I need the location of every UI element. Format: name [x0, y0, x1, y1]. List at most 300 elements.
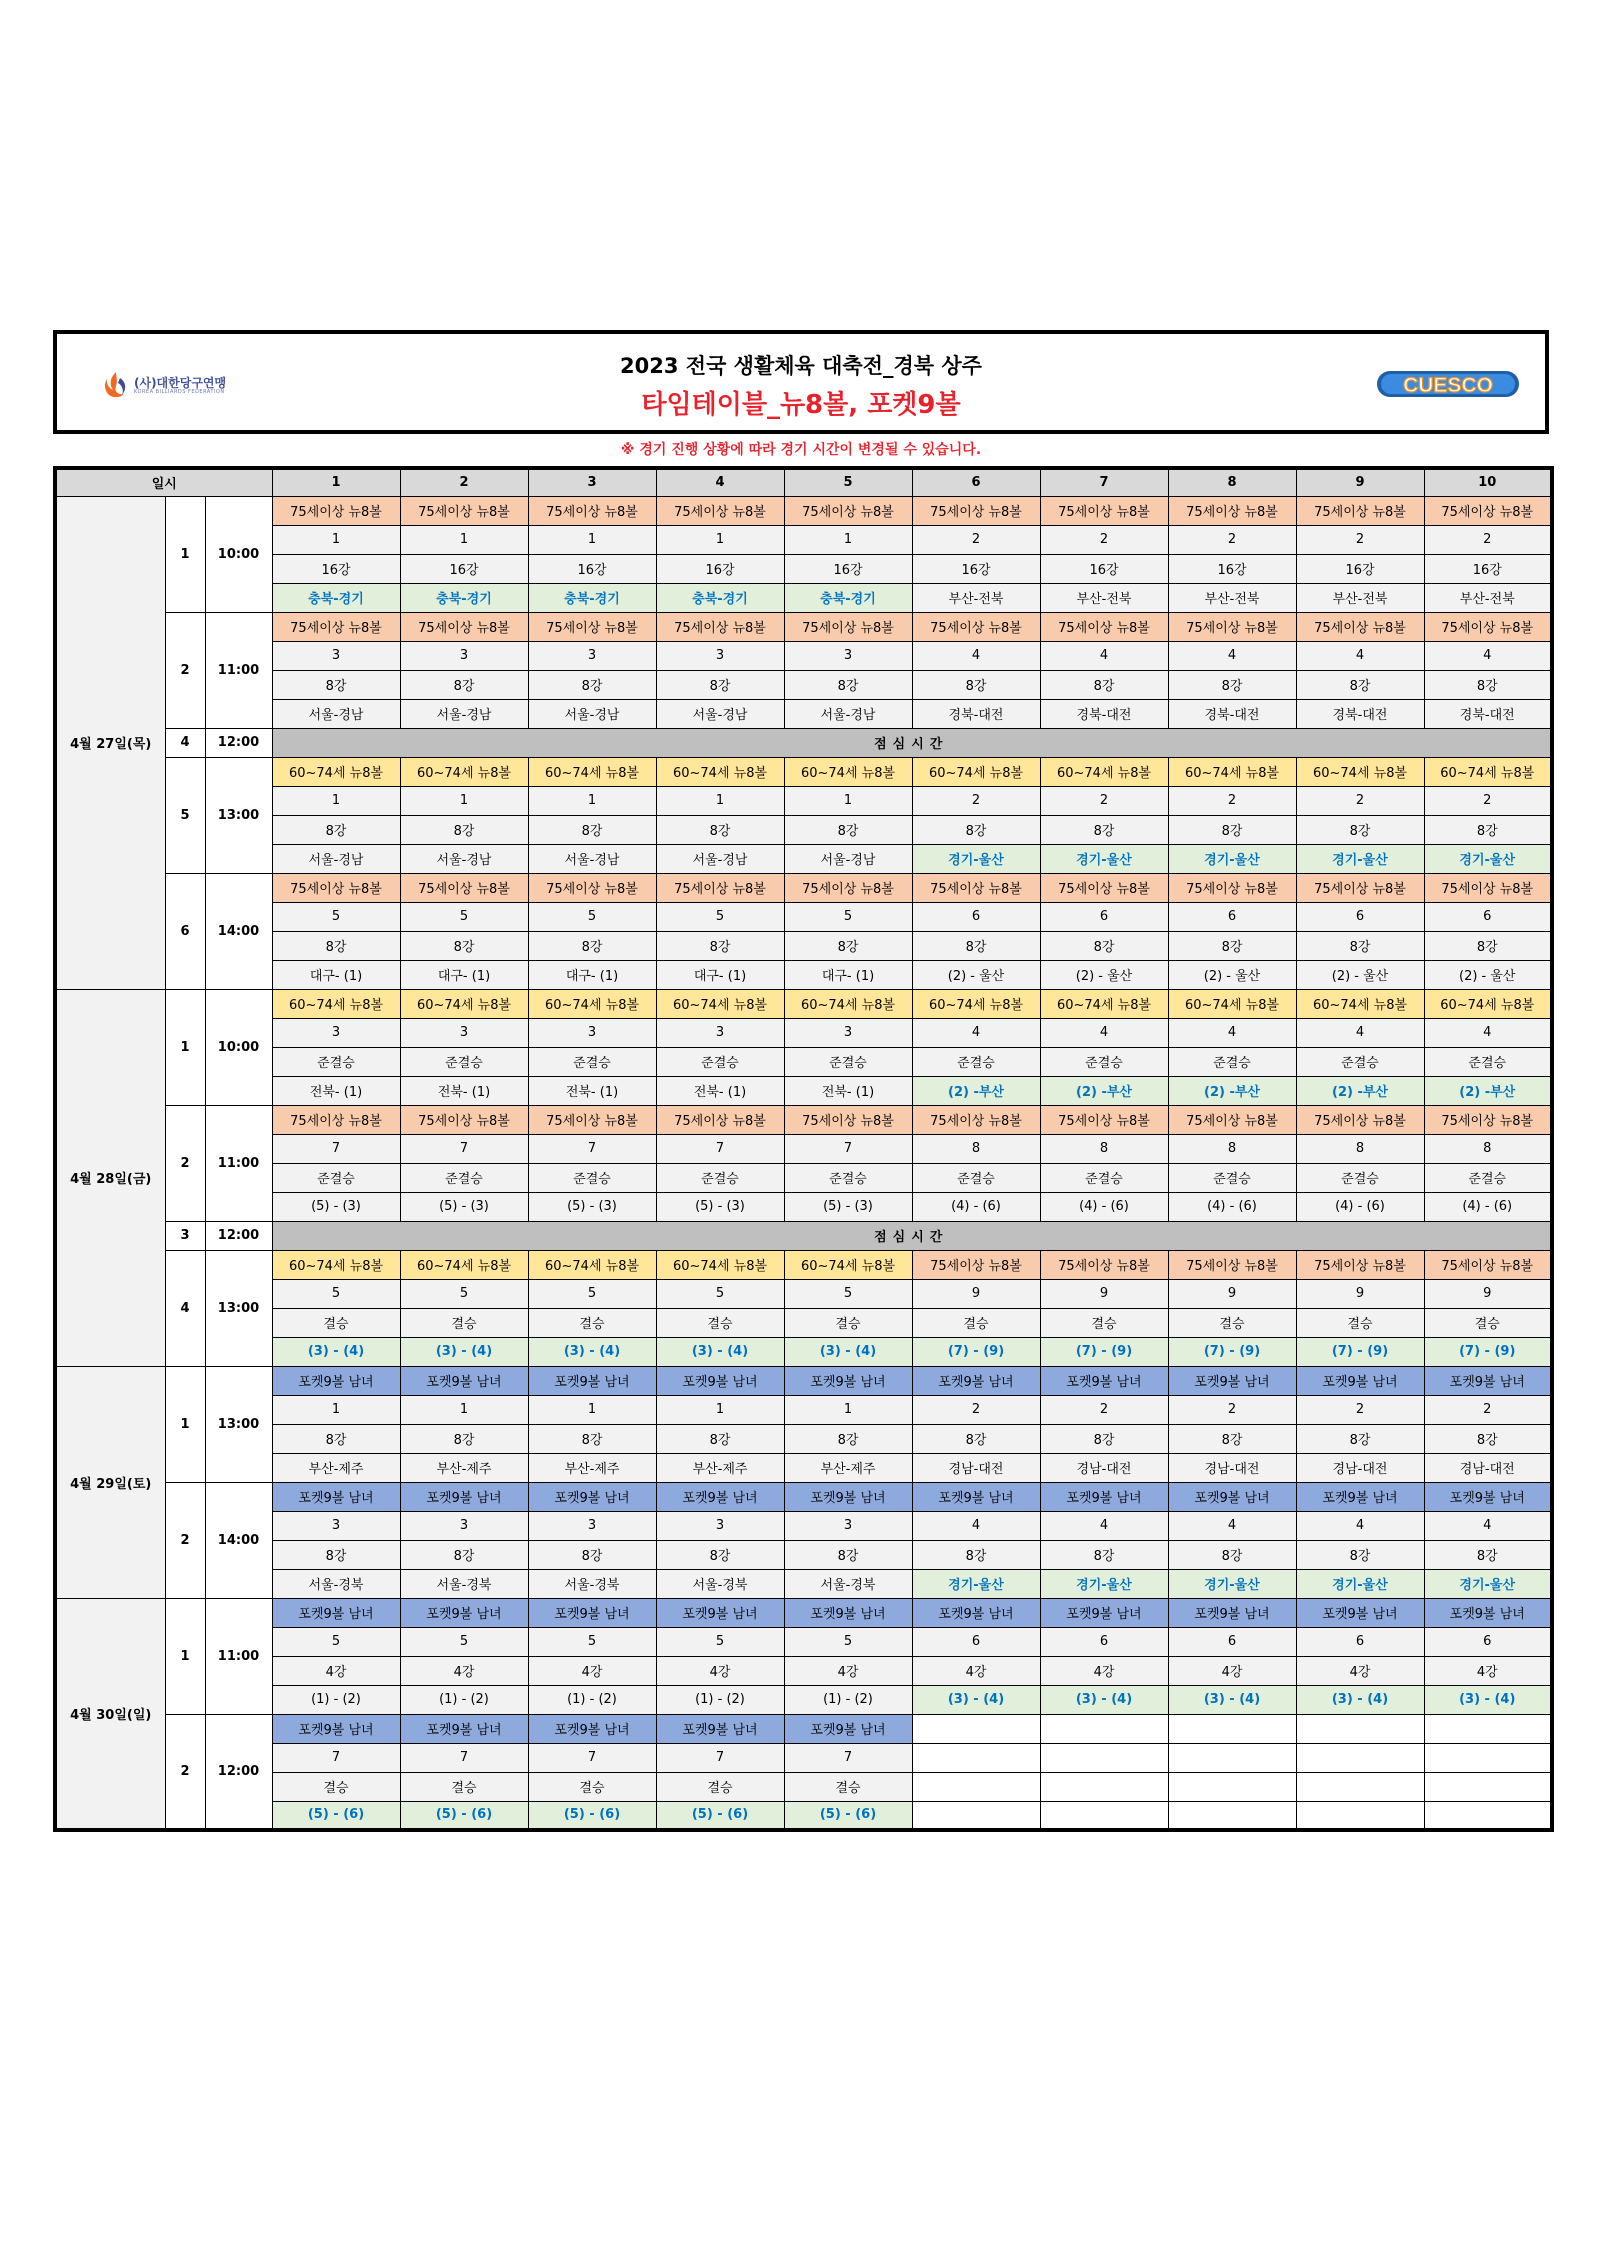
match-number: 1 [400, 1395, 528, 1424]
event-name: 75세이상 뉴8볼 [1040, 496, 1168, 525]
table-row [55, 1801, 1552, 1830]
match-round: 8강 [272, 1424, 400, 1453]
match-number: 9 [912, 1279, 1040, 1308]
match-teams: 대구- (1) [528, 960, 656, 989]
table-row [55, 1018, 1552, 1047]
match-teams: 충북-경기 [784, 583, 912, 612]
event-name: 포켓9볼 남녀 [528, 1482, 656, 1511]
match-teams: 대구- (1) [784, 960, 912, 989]
event-name: 75세이상 뉴8볼 [528, 612, 656, 641]
table-row [55, 815, 1552, 844]
event-name: 포켓9볼 남녀 [272, 1366, 400, 1395]
match-number: 2 [1168, 786, 1296, 815]
event-name: 75세이상 뉴8볼 [1424, 1250, 1552, 1279]
match-number: 1 [400, 525, 528, 554]
event-name: 포켓9볼 남녀 [400, 1366, 528, 1395]
match-teams: 경기-울산 [912, 1569, 1040, 1598]
match-round: 준결승 [1040, 1047, 1168, 1076]
event-name: 75세이상 뉴8볼 [1040, 612, 1168, 641]
header-table-8: 8 [1168, 468, 1296, 496]
event-name: 60~74세 뉴8볼 [784, 757, 912, 786]
match-round: 16강 [1040, 554, 1168, 583]
match-round: 8강 [656, 670, 784, 699]
match-teams: (3) - (4) [656, 1337, 784, 1366]
event-name: 75세이상 뉴8볼 [400, 612, 528, 641]
match-number: 1 [784, 786, 912, 815]
match-number: 5 [400, 1279, 528, 1308]
table-row [55, 1366, 1552, 1395]
match-teams: 대구- (1) [400, 960, 528, 989]
match-round: 16강 [1424, 554, 1552, 583]
event-name: 60~74세 뉴8볼 [912, 757, 1040, 786]
match-number: 4 [1040, 641, 1168, 670]
match-number: 6 [1296, 902, 1424, 931]
match-teams: 경기-울산 [1168, 1569, 1296, 1598]
match-teams: (1) - (2) [784, 1685, 912, 1714]
match-teams: (1) - (2) [528, 1685, 656, 1714]
event-name: 60~74세 뉴8볼 [1296, 757, 1424, 786]
match-round: 8강 [1168, 670, 1296, 699]
slot-number: 1 [165, 496, 205, 612]
slot-number: 1 [165, 989, 205, 1105]
match-round: 결승 [656, 1308, 784, 1337]
event-name: 60~74세 뉴8볼 [912, 989, 1040, 1018]
match-round: 8강 [656, 1540, 784, 1569]
match-teams: (2) - 울산 [912, 960, 1040, 989]
table-row [55, 612, 1552, 641]
match-number: 5 [784, 1627, 912, 1656]
empty-cell [1296, 1714, 1424, 1743]
table-row [55, 1511, 1552, 1540]
match-number: 4 [1168, 1511, 1296, 1540]
match-round: 결승 [784, 1308, 912, 1337]
event-name: 60~74세 뉴8볼 [1168, 757, 1296, 786]
match-round: 4강 [400, 1656, 528, 1685]
event-name: 75세이상 뉴8볼 [656, 496, 784, 525]
empty-cell [912, 1714, 1040, 1743]
event-name: 75세이상 뉴8볼 [784, 612, 912, 641]
match-number: 8 [1296, 1134, 1424, 1163]
match-teams: 경남-대전 [1040, 1453, 1168, 1482]
match-teams: (3) - (4) [1424, 1685, 1552, 1714]
event-name: 75세이상 뉴8볼 [1296, 1250, 1424, 1279]
day-label: 4월 28일(금) [55, 989, 165, 1366]
slot-time: 10:00 [205, 989, 272, 1105]
match-round: 결승 [272, 1308, 400, 1337]
federation-logo-subtext: KOREA BILLIARDS FEDERATION [134, 389, 225, 395]
match-teams: 경북-대전 [1424, 699, 1552, 728]
event-name: 75세이상 뉴8볼 [784, 873, 912, 902]
match-teams: 서울-경남 [656, 844, 784, 873]
event-name: 포켓9볼 남녀 [656, 1714, 784, 1743]
match-teams: (2) - 울산 [1168, 960, 1296, 989]
match-round: 준결승 [656, 1047, 784, 1076]
table-row [55, 641, 1552, 670]
event-name: 포켓9볼 남녀 [528, 1366, 656, 1395]
table-header-row [55, 468, 1552, 496]
match-number: 6 [1424, 1627, 1552, 1656]
event-name: 75세이상 뉴8볼 [1040, 873, 1168, 902]
match-round: 8강 [1296, 931, 1424, 960]
event-name: 포켓9볼 남녀 [400, 1714, 528, 1743]
table-row [55, 1134, 1552, 1163]
match-round: 8강 [912, 670, 1040, 699]
match-teams: 서울-경북 [528, 1569, 656, 1598]
match-teams: (2) -부산 [912, 1076, 1040, 1105]
match-number: 7 [528, 1743, 656, 1772]
match-round: 16강 [400, 554, 528, 583]
event-name: 포켓9볼 남녀 [912, 1366, 1040, 1395]
event-name: 75세이상 뉴8볼 [784, 496, 912, 525]
match-round: 8강 [400, 670, 528, 699]
match-number: 5 [400, 902, 528, 931]
event-name: 포켓9볼 남녀 [912, 1598, 1040, 1627]
match-number: 8 [1424, 1134, 1552, 1163]
match-number: 5 [272, 902, 400, 931]
table-row [55, 1424, 1552, 1453]
header-table-2: 2 [400, 468, 528, 496]
match-number: 1 [272, 786, 400, 815]
match-round: 준결승 [272, 1047, 400, 1076]
match-round: 8강 [1040, 815, 1168, 844]
match-teams: 전북- (1) [400, 1076, 528, 1105]
match-round: 준결승 [1296, 1163, 1424, 1192]
table-row [55, 873, 1552, 902]
event-name: 75세이상 뉴8볼 [784, 1105, 912, 1134]
match-number: 5 [656, 1627, 784, 1656]
match-teams: (5) - (6) [656, 1801, 784, 1830]
match-number: 4 [1168, 1018, 1296, 1047]
event-name: 75세이상 뉴8볼 [400, 1105, 528, 1134]
match-teams: 부산-전북 [1424, 583, 1552, 612]
match-number: 5 [528, 1279, 656, 1308]
match-teams: 경기-울산 [1168, 844, 1296, 873]
event-name: 60~74세 뉴8볼 [528, 757, 656, 786]
match-round: 결승 [656, 1772, 784, 1801]
match-number: 3 [656, 1511, 784, 1540]
match-teams: (2) -부산 [1296, 1076, 1424, 1105]
day-label: 4월 27일(목) [55, 496, 165, 989]
match-teams: 경기-울산 [1040, 844, 1168, 873]
match-number: 3 [528, 1511, 656, 1540]
match-round: 8강 [912, 815, 1040, 844]
match-teams: 경남-대전 [1168, 1453, 1296, 1482]
match-round: 8강 [1424, 931, 1552, 960]
table-row [55, 1627, 1552, 1656]
match-teams: 경기-울산 [912, 844, 1040, 873]
match-teams: 부산-제주 [656, 1453, 784, 1482]
match-number: 1 [656, 1395, 784, 1424]
empty-cell [912, 1743, 1040, 1772]
match-teams: 서울-경남 [400, 844, 528, 873]
day-label: 4월 29일(토) [55, 1366, 165, 1598]
match-teams: 부산-전북 [1168, 583, 1296, 612]
slot-number: 2 [165, 1714, 205, 1830]
match-number: 1 [528, 525, 656, 554]
match-number: 9 [1040, 1279, 1168, 1308]
match-round: 8강 [1424, 1424, 1552, 1453]
match-round: 8강 [1296, 1424, 1424, 1453]
match-round: 준결승 [1424, 1047, 1552, 1076]
match-round: 8강 [656, 815, 784, 844]
match-teams: 대구- (1) [656, 960, 784, 989]
match-teams: 경기-울산 [1296, 844, 1424, 873]
match-round: 4강 [272, 1656, 400, 1685]
match-round: 8강 [784, 815, 912, 844]
empty-cell [1168, 1801, 1296, 1830]
match-teams: 충북-경기 [272, 583, 400, 612]
event-name: 60~74세 뉴8볼 [1424, 989, 1552, 1018]
match-round: 4강 [1424, 1656, 1552, 1685]
match-round: 8강 [1040, 670, 1168, 699]
match-teams: (4) - (6) [1040, 1192, 1168, 1221]
match-number: 1 [784, 525, 912, 554]
page-title: 2023 전국 생활체육 대축전_경북 상주 [620, 354, 982, 378]
match-number: 6 [1424, 902, 1552, 931]
slot-number: 4 [165, 1250, 205, 1366]
match-teams: 경기-울산 [1424, 844, 1552, 873]
slot-number: 3 [165, 1221, 205, 1250]
match-teams: (4) - (6) [912, 1192, 1040, 1221]
match-teams: (3) - (4) [1296, 1685, 1424, 1714]
match-number: 2 [912, 786, 1040, 815]
event-name: 60~74세 뉴8볼 [400, 989, 528, 1018]
event-name: 60~74세 뉴8볼 [528, 989, 656, 1018]
match-number: 7 [400, 1134, 528, 1163]
slot-time: 14:00 [205, 1482, 272, 1598]
slot-time: 13:00 [205, 757, 272, 873]
match-round: 8강 [1040, 931, 1168, 960]
match-teams: (7) - (9) [1424, 1337, 1552, 1366]
match-round: 8강 [528, 1540, 656, 1569]
event-name: 포켓9볼 남녀 [1296, 1598, 1424, 1627]
event-name: 75세이상 뉴8볼 [1168, 1105, 1296, 1134]
match-number: 1 [784, 1395, 912, 1424]
match-number: 3 [528, 1018, 656, 1047]
match-number: 7 [784, 1743, 912, 1772]
match-teams: 대구- (1) [272, 960, 400, 989]
match-round: 준결승 [784, 1047, 912, 1076]
table-row [55, 554, 1552, 583]
match-number: 4 [912, 641, 1040, 670]
match-round: 결승 [400, 1308, 528, 1337]
cuesco-logo [1375, 367, 1521, 401]
match-teams: 경남-대전 [1424, 1453, 1552, 1482]
match-teams: 서울-경북 [784, 1569, 912, 1598]
event-name: 포켓9볼 남녀 [656, 1482, 784, 1511]
table-row [55, 1047, 1552, 1076]
table-row [55, 1714, 1552, 1743]
match-number: 1 [528, 786, 656, 815]
match-round: 결승 [784, 1772, 912, 1801]
slot-time: 10:00 [205, 496, 272, 612]
match-round: 준결승 [400, 1047, 528, 1076]
match-teams: (2) -부산 [1424, 1076, 1552, 1105]
slot-time: 11:00 [205, 612, 272, 728]
table-row [55, 931, 1552, 960]
match-number: 8 [1040, 1134, 1168, 1163]
event-name: 75세이상 뉴8볼 [912, 1105, 1040, 1134]
empty-cell [1168, 1743, 1296, 1772]
match-teams: 경남-대전 [912, 1453, 1040, 1482]
match-round: 결승 [1040, 1308, 1168, 1337]
match-number: 4 [1424, 641, 1552, 670]
match-teams: (3) - (4) [400, 1337, 528, 1366]
match-teams: (2) -부산 [1168, 1076, 1296, 1105]
match-number: 3 [784, 641, 912, 670]
slot-time: 12:00 [205, 1714, 272, 1830]
match-round: 결승 [1168, 1308, 1296, 1337]
event-name: 75세이상 뉴8볼 [1168, 873, 1296, 902]
match-teams: (5) - (3) [400, 1192, 528, 1221]
header-table-3: 3 [528, 468, 656, 496]
event-name: 60~74세 뉴8볼 [272, 757, 400, 786]
table-row [55, 1076, 1552, 1105]
table-row [55, 1656, 1552, 1685]
table-row [55, 989, 1552, 1018]
match-teams: (7) - (9) [1168, 1337, 1296, 1366]
event-name: 60~74세 뉴8볼 [656, 1250, 784, 1279]
match-round: 16강 [528, 554, 656, 583]
match-teams: (1) - (2) [400, 1685, 528, 1714]
match-teams: 경북-대전 [912, 699, 1040, 728]
empty-cell [1424, 1743, 1552, 1772]
empty-cell [912, 1772, 1040, 1801]
match-round: 4강 [1168, 1656, 1296, 1685]
match-teams: 부산-제주 [528, 1453, 656, 1482]
match-round: 8강 [1296, 815, 1424, 844]
match-round: 준결승 [1424, 1163, 1552, 1192]
empty-cell [1040, 1772, 1168, 1801]
match-number: 3 [272, 1018, 400, 1047]
match-number: 7 [784, 1134, 912, 1163]
match-teams: (7) - (9) [912, 1337, 1040, 1366]
match-teams: 서울-경남 [272, 844, 400, 873]
match-round: 8강 [400, 815, 528, 844]
event-name: 포켓9볼 남녀 [1040, 1598, 1168, 1627]
match-teams: (1) - (2) [272, 1685, 400, 1714]
match-number: 2 [912, 1395, 1040, 1424]
match-round: 8강 [784, 931, 912, 960]
match-number: 7 [272, 1134, 400, 1163]
match-number: 8 [1168, 1134, 1296, 1163]
event-name: 포켓9볼 남녀 [272, 1482, 400, 1511]
table-row [55, 525, 1552, 554]
slot-time: 11:00 [205, 1598, 272, 1714]
match-teams: (4) - (6) [1296, 1192, 1424, 1221]
match-round: 8강 [528, 815, 656, 844]
match-number: 5 [784, 1279, 912, 1308]
match-number: 7 [656, 1743, 784, 1772]
match-teams: (3) - (4) [528, 1337, 656, 1366]
event-name: 75세이상 뉴8볼 [656, 1105, 784, 1134]
match-teams: (2) - 울산 [1424, 960, 1552, 989]
match-round: 8강 [1168, 931, 1296, 960]
match-round: 결승 [528, 1308, 656, 1337]
table-row [55, 1482, 1552, 1511]
event-name: 포켓9볼 남녀 [656, 1366, 784, 1395]
table-row [55, 1569, 1552, 1598]
match-round: 결승 [400, 1772, 528, 1801]
empty-cell [1296, 1801, 1424, 1830]
match-teams: 경북-대전 [1040, 699, 1168, 728]
match-number: 3 [656, 641, 784, 670]
empty-cell [1296, 1743, 1424, 1772]
match-teams: (2) - 울산 [1296, 960, 1424, 989]
match-teams: (1) - (2) [656, 1685, 784, 1714]
match-number: 3 [400, 641, 528, 670]
match-teams: 부산-제주 [784, 1453, 912, 1482]
match-number: 5 [656, 1279, 784, 1308]
match-round: 8강 [1296, 670, 1424, 699]
event-name: 포켓9볼 남녀 [1040, 1366, 1168, 1395]
event-name: 75세이상 뉴8볼 [272, 612, 400, 641]
match-round: 8강 [1168, 1540, 1296, 1569]
match-number: 1 [656, 786, 784, 815]
slot-time: 14:00 [205, 873, 272, 989]
empty-cell [1296, 1772, 1424, 1801]
match-round: 4강 [784, 1656, 912, 1685]
event-name: 포켓9볼 남녀 [784, 1366, 912, 1395]
slot-number: 1 [165, 1598, 205, 1714]
match-number: 7 [272, 1743, 400, 1772]
match-number: 4 [912, 1511, 1040, 1540]
match-round: 8강 [656, 931, 784, 960]
event-name: 75세이상 뉴8볼 [1296, 496, 1424, 525]
match-round: 8강 [400, 931, 528, 960]
slot-time: 12:00 [205, 1221, 272, 1250]
match-number: 1 [528, 1395, 656, 1424]
match-round: 결승 [272, 1772, 400, 1801]
match-teams: (2) -부산 [1040, 1076, 1168, 1105]
match-teams: (5) - (3) [784, 1192, 912, 1221]
empty-cell [1040, 1714, 1168, 1743]
match-round: 준결승 [400, 1163, 528, 1192]
match-round: 8강 [1424, 670, 1552, 699]
match-number: 7 [656, 1134, 784, 1163]
event-name: 75세이상 뉴8볼 [1424, 496, 1552, 525]
timetable [53, 466, 1554, 1832]
event-name: 75세이상 뉴8볼 [272, 496, 400, 525]
event-name: 포켓9볼 남녀 [272, 1598, 400, 1627]
match-teams: 충북-경기 [528, 583, 656, 612]
empty-cell [1168, 1714, 1296, 1743]
match-round: 8강 [272, 670, 400, 699]
table-row [55, 1337, 1552, 1366]
match-round: 8강 [1424, 1540, 1552, 1569]
slot-number: 4 [165, 728, 205, 757]
table-row [55, 757, 1552, 786]
match-teams: (5) - (3) [272, 1192, 400, 1221]
match-round: 16강 [784, 554, 912, 583]
match-round: 준결승 [1168, 1163, 1296, 1192]
match-teams: 부산-전북 [1296, 583, 1424, 612]
event-name: 포켓9볼 남녀 [528, 1598, 656, 1627]
match-teams: 부산-제주 [400, 1453, 528, 1482]
match-round: 준결승 [528, 1047, 656, 1076]
event-name: 75세이상 뉴8볼 [912, 612, 1040, 641]
match-number: 2 [912, 525, 1040, 554]
table-row [55, 1453, 1552, 1482]
match-teams: 서울-경남 [784, 844, 912, 873]
event-name: 60~74세 뉴8볼 [272, 1250, 400, 1279]
slot-time: 12:00 [205, 728, 272, 757]
event-name: 포켓9볼 남녀 [1168, 1598, 1296, 1627]
cuesco-logo-text: CUESCO [1403, 374, 1493, 397]
table-row [55, 1685, 1552, 1714]
match-number: 4 [1424, 1511, 1552, 1540]
match-number: 4 [1296, 1511, 1424, 1540]
